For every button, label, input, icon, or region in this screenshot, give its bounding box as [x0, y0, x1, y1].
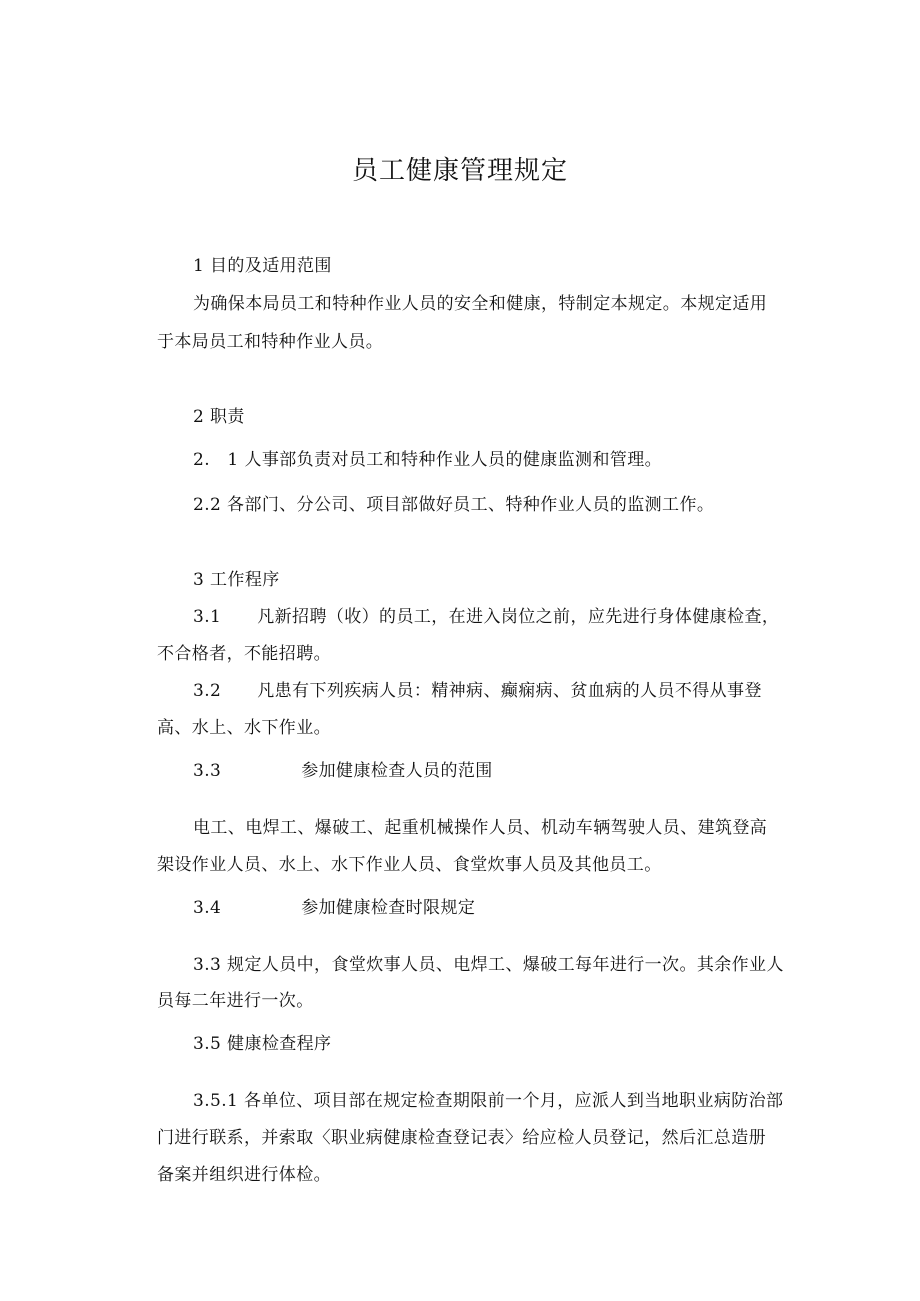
item-3-2-line-1 — [193, 680, 762, 702]
document-title: 员工健康管理规定 — [351, 156, 568, 186]
section-2-item-1: 2. 1 人事部负责对员工和特种作业人员的健康监测和管理。 — [193, 450, 663, 470]
item-3-3-number: 3.3 — [193, 761, 222, 781]
item-3-3-line-2: 架设作业人员、水上、水下作业人员、食堂炊事人员及其他员工。 — [157, 855, 662, 875]
item-3-2-number: 3.2 — [193, 681, 222, 701]
item-3-1-line-1 — [193, 606, 779, 628]
item-3-4-line-1: 3.3 规定人员中，食堂炊事人员、电焊工、爆破工每年进行一次。其余作业人 — [193, 955, 784, 975]
item-3-5-1-line-2: 门进行联系，并索取〈职业病健康检查登记表〉给应检人员登记，然后汇总造册 — [157, 1128, 766, 1148]
item-3-2-text: 凡患有下列疾病人员：精神病、癫痫病、贫血病的人员不得从事登 — [257, 681, 762, 701]
item-3-1-text: 凡新招聘（收）的员工，在进入岗位之前，应先进行身体健康检查， — [257, 607, 780, 627]
item-3-5-heading: 3.5 健康检查程序 — [193, 1034, 332, 1054]
item-3-3-heading — [193, 760, 493, 782]
item-3-3-line-1: 电工、电焊工、爆破工、起重机械操作人员、机动车辆驾驶人员、建筑登高 — [193, 818, 768, 838]
section-2-heading: 2 职责 — [193, 407, 245, 427]
item-3-1-number: 3.1 — [193, 607, 222, 627]
section-3-heading: 3 工作程序 — [193, 570, 280, 590]
item-3-1-line-2: 不合格者，不能招聘。 — [157, 644, 331, 664]
item-3-4-heading — [193, 897, 475, 919]
section-1-paragraph-line-2: 于本局员工和特种作业人员。 — [157, 332, 384, 352]
section-1-heading: 1 目的及适用范围 — [193, 256, 332, 276]
item-3-4-number: 3.4 — [193, 898, 222, 918]
item-3-4-line-2: 员每二年进行一次。 — [157, 991, 314, 1011]
item-3-5-1-line-3: 备案并组织进行体检。 — [157, 1165, 331, 1185]
item-3-3-title: 参加健康检查人员的范围 — [301, 761, 493, 781]
section-2-item-2: 2.2 各部门、分公司、项目部做好员工、特种作业人员的监测工作。 — [193, 495, 715, 515]
item-3-5-1-line-1: 3.5.1 各单位、项目部在规定检查期限前一个月，应派人到当地职业病防治部 — [193, 1091, 784, 1111]
item-3-4-title: 参加健康检查时限规定 — [301, 898, 476, 918]
section-1-paragraph-line-1: 为确保本局员工和特种作业人员的安全和健康，特制定本规定。本规定适用 — [193, 294, 768, 314]
item-3-2-line-2: 高、水上、水下作业。 — [157, 718, 331, 738]
